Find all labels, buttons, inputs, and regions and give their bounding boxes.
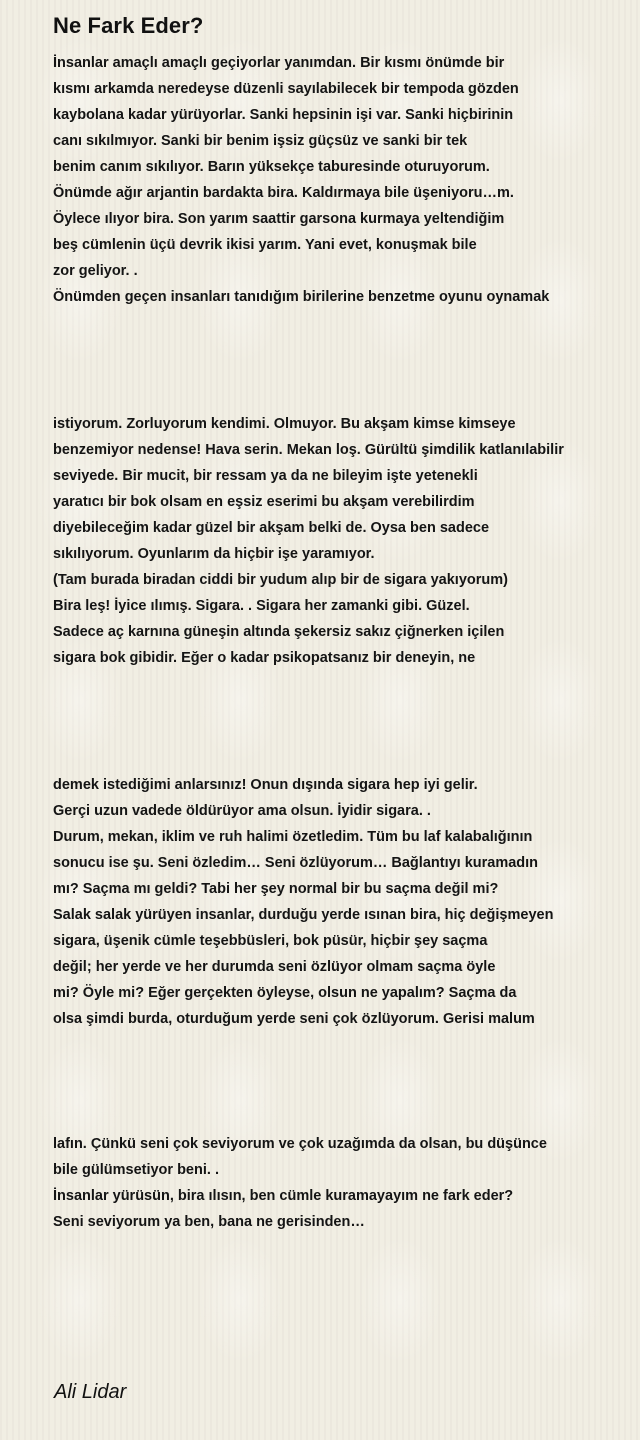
poem-line: sigara, üşenik cümle teşebbüsleri, bok püsür, hiçbir şey saçma	[53, 933, 488, 949]
poem-line: bile gülümsetiyor beni. .	[53, 1162, 219, 1178]
poem-line: İnsanlar yürüsün, bira ılısın, ben cümle kuramayayım ne fark eder?	[53, 1188, 514, 1204]
poem-line: mi? Öyle mi? Eğer gerçekten öyleyse, olsun ne yapalım? Saçma da	[53, 985, 517, 1001]
poem-line: Durum, mekan, iklim ve ruh halimi özetledim. Tüm bu laf kalabalığının	[53, 829, 533, 845]
poem-stanza-4	[53, 1131, 633, 1235]
poem-line: Salak salak yürüyen insanlar, durduğu yerde ısınan bira, hiç değişmeyen	[53, 907, 554, 923]
poem-line: Öylece ılıyor bira. Son yarım saattir garsona kurmaya yeltendiğim	[53, 211, 505, 227]
poem-line: sıkılıyorum. Oyunlarım da hiçbir işe yaramıyor.	[53, 546, 375, 562]
poem-line: canı sıkılmıyor. Sanki bir benim işsiz güçsüz ve sanki bir tek	[53, 133, 468, 149]
poem-line: sonucu ise şu. Seni özledim… Seni özlüyorum… Bağlantıyı kuramadın	[53, 855, 539, 871]
poem-line: istiyorum. Zorluyorum kendimi. Olmuyor. Bu akşam kimse kimseye	[53, 416, 516, 432]
poem-line: beş cümlenin üçü devrik ikisi yarım. Yani evet, konuşmak bile	[53, 237, 477, 253]
poem-line: demek istediğimi anlarsınız! Onun dışında sigara hep iyi gelir.	[53, 777, 478, 793]
poem-line: mı? Saçma mı geldi? Tabi her şey normal bir bu saçma değil mi?	[53, 881, 499, 897]
poem-line: olsa şimdi burda, oturduğum yerde seni çok özlüyorum. Gerisi malum	[53, 1011, 535, 1027]
poem-line: Önümde ağır arjantin bardakta bira. Kaldırmaya bile üşeniyoru…m.	[53, 185, 514, 201]
poem-line: zor geliyor. .	[53, 263, 138, 279]
poem-line: (Tam burada biradan ciddi bir yudum alıp bir de sigara yakıyorum)	[53, 572, 508, 588]
poem-line: seviyede. Bir mucit, bir ressam ya da ne bileyim işte yetenekli	[53, 468, 478, 484]
poem-line: Sadece aç karnına güneşin altında şekersiz sakız çiğnerken içilen	[53, 624, 505, 640]
poem-line: lafın. Çünkü seni çok seviyorum ve çok uzağımda da olsan, bu düşünce	[53, 1136, 547, 1152]
poem-line: değil; her yerde ve her durumda seni özlüyor olmam saçma öyle	[53, 959, 496, 975]
poem-line: Bira leş! İyice ılımış. Sigara. . Sigara her zamanki gibi. Güzel.	[53, 598, 470, 614]
poem-line: Seni seviyorum ya ben, bana ne gerisinden…	[53, 1214, 365, 1230]
poem-stanza-1	[53, 50, 633, 310]
poem-line: Gerçi uzun vadede öldürüyor ama olsun. İyidir sigara. .	[53, 803, 431, 819]
poem-author: Ali Lidar	[54, 1381, 127, 1403]
poem-stanza-2	[53, 411, 633, 671]
poem-line: sigara bok gibidir. Eğer o kadar psikopatsanız bir deneyin, ne	[53, 650, 476, 666]
poem-line: İnsanlar amaçlı amaçlı geçiyorlar yanımdan. Bir kısmı önümde bir	[53, 55, 505, 71]
poem-line: benzemiyor nedense! Hava serin. Mekan loş. Gürültü şimdilik katlanılabilir	[53, 442, 564, 458]
poem-line: kısmı arkamda neredeyse düzenli sayılabilecek bir tempoda gözden	[53, 81, 519, 97]
poem-line: benim canım sıkılıyor. Barın yüksekçe taburesinde oturuyorum.	[53, 159, 490, 175]
poem-line: Önümden geçen insanları tanıdığım birilerine benzetme oyunu oynamak	[53, 289, 550, 305]
poem-stanza-3	[53, 772, 633, 1032]
poem-line: yaratıcı bir bok olsam en eşsiz eserimi bu akşam verebilirdim	[53, 494, 475, 510]
poem-line: kaybolana kadar yürüyorlar. Sanki hepsinin işi var. Sanki hiçbirinin	[53, 107, 514, 123]
poem-title: Ne Fark Eder?	[53, 13, 204, 38]
poem-line: diyebileceğim kadar güzel bir akşam belki de. Oysa ben sadece	[53, 520, 490, 536]
